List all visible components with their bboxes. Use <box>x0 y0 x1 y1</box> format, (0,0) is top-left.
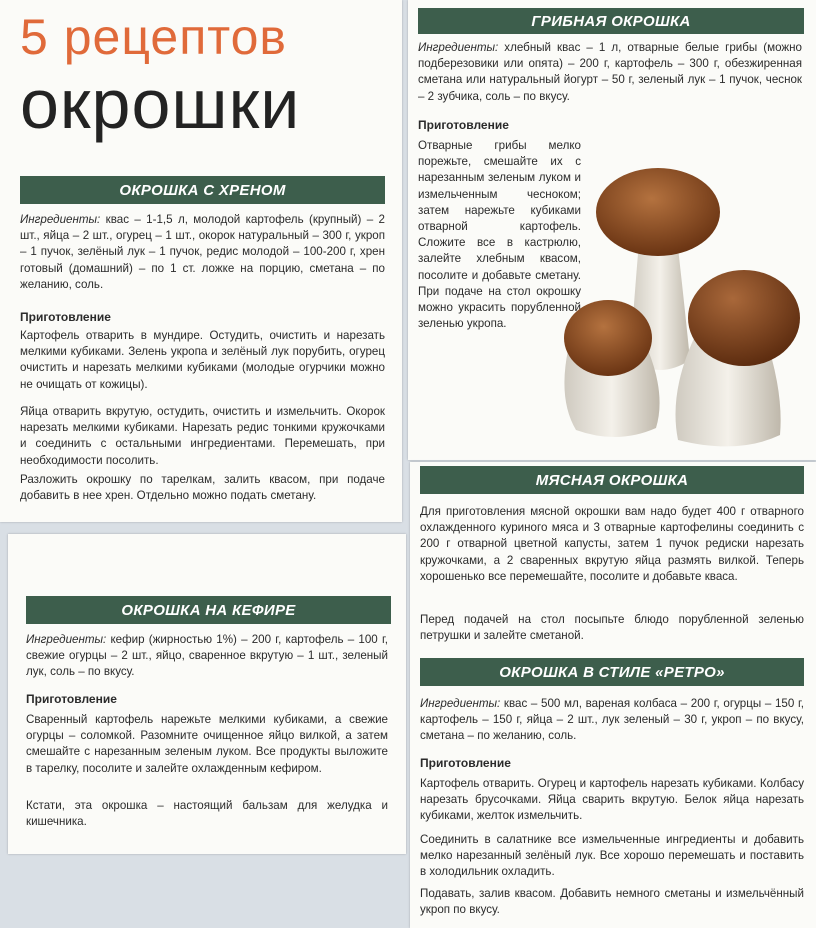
prep-label-mushroom: Приготовление <box>418 118 509 132</box>
ingredients-label: Ингредиенты: <box>20 213 101 226</box>
ingredients-text: квас – 500 мл, вареная колбаса – 200 г, огурцы – 150 г, картофель – 150 г, яйца – 2 шт., лук зеленый – 30 г, укроп – по вкусу, сметана – по желанию, соль. <box>420 697 804 743</box>
clipping-horseradish <box>0 0 402 522</box>
ingredients-mushroom <box>418 40 802 105</box>
page-title-line1: 5 рецептов <box>20 9 287 65</box>
clipping-kefir <box>8 534 406 854</box>
mushrooms-image <box>548 150 810 450</box>
ingredients-text: квас – 1-1,5 л, молодой картофель (крупный) – 2 шт., яйца – 2 шт., огурец – 1 шт., окорок натуральный – 300 г, укроп – 1 пучок, зелёный лук – 1 пучок, редис молодой – 100-200 г, хрен готовый (домашний) – по 1 ст. ложке на порцию, сметана – по желанию, соль. <box>20 213 385 291</box>
ingredients-horseradish <box>20 212 385 293</box>
step-retro-1: Картофель отварить. Огурец и картофель нарезать кубиками. Колбасу нарезать брусочками. Яйца сварить вкрутую. Белок яйца нарезать кубиками, желток измельчить. <box>420 777 804 823</box>
clipping-meat-retro <box>410 462 816 928</box>
prep-label-retro: Приготовление <box>420 756 511 770</box>
mushroom-cap-left <box>564 300 652 376</box>
ingredients-label: Ингредиенты: <box>418 41 499 54</box>
recipe-title-meat: МЯСНАЯ ОКРОШКА <box>420 466 804 494</box>
recipe-title-horseradish: ОКРОШКА С ХРЕНОМ <box>20 176 385 204</box>
recipe-title-kefir: ОКРОШКА НА КЕФИРЕ <box>26 596 391 624</box>
step-mushroom-1: Отварные грибы мелко порежьте, смешайте их с нарезанным зеленым луком и измельченным чесноком; затем нарежьте кубиками отварной картофель. Сложите все в кастрюлю, залейте хлебным квасом, посолите и добавьте сметану. При подаче на стол окрошку можно украсить порубленной зеленью укропа. <box>418 139 581 331</box>
step-horseradish-1: Картофель отварить в мундире. Остудить, очистить и нарезать мелкими кубиками. Зелень укропа и зелёный лук порубить, огурец очистить и нарезать мелкими кубиками (молодые огурчики можно не очищать от кожицы). <box>20 329 385 391</box>
prep-label-kefir: Приготовление <box>26 692 117 706</box>
step-meat-2: Перед подачей на стол посыпьте блюдо порубленной зеленью петрушки и залейте сметаной. <box>420 613 804 643</box>
page-title-line2: окрошки <box>20 65 301 143</box>
ingredients-text: хлебный квас – 1 л, отварные белые грибы (можно подберезовики или опята) – 200 г, картофель – 300 г, обезжиренная сметана или натуральный йогурт – 50 г, зеленый лук – 1 пучок, чеснок – 2 зубчика, соль – по вкусу. <box>418 41 802 103</box>
prep-label-horseradish: Приготовление <box>20 310 111 324</box>
step-meat-1: Для приготовления мясной окрошки вам надо будет 400 г отварного охлажденного куриного мяса и 3 отварные картофелины соединить с 200 г отварной цветной капусты, затем 1 пучок редиски нарезать кружочками, а 2 сваренных вкрутую яйца размять вилкой. Теперь хорошенько все перемешайте, посолите и добавьте кваса. <box>420 505 804 583</box>
ingredients-label: Ингредиенты: <box>420 697 501 710</box>
step-retro-3: Подавать, залив квасом. Добавить немного сметаны и измельчённый укроп по вкусу. <box>420 887 804 917</box>
step-horseradish-2: Яйца отварить вкрутую, остудить, очистить и измельчить. Окорок нарезать мелкими кубиками. Нарезать редис тонкими кружочками и соединить с остальными ингредиентами. Перемешать, при необходимости посолить. <box>20 405 385 467</box>
recipe-title-retro: ОКРОШКА В СТИЛЕ «РЕТРО» <box>420 658 804 686</box>
step-retro-2: Соединить в салатнике все измельченные ингредиенты и добавить мелко нарезанный зелёный лук. Все хорошо перемешать и поставить в холодильник охладить. <box>420 833 804 879</box>
ingredients-label: Ингредиенты: <box>26 633 107 646</box>
ingredients-retro <box>420 696 804 745</box>
ingredients-kefir <box>26 632 388 681</box>
step-kefir-2: Кстати, эта окрошка – настоящий бальзам для желудка и кишечника. <box>26 799 388 829</box>
step-kefir-1: Сваренный картофель нарежьте мелкими кубиками, а свежие огурцы – соломкой. Разомните очищенное яйцо вилкой, а затем смешайте с нарезанным зеленым луком. Все продукты выложите в тарелку, посолите и залейте охлажденным кефиром. <box>26 713 388 775</box>
recipe-title-mushroom: ГРИБНАЯ ОКРОШКА <box>418 8 804 34</box>
mushroom-cap-back <box>596 168 720 256</box>
mushroom-cap-right <box>688 270 800 366</box>
step-horseradish-3: Разложить окрошку по тарелкам, залить квасом, при подаче добавить в нее хрен. Отдельно можно подать сметану. <box>20 473 385 503</box>
clipping-mushroom <box>408 0 816 460</box>
ingredients-text: кефир (жирностью 1%) – 200 г, картофель – 100 г, свежие огурцы – 2 шт., яйцо, сваренное вкрутую – 1 шт., зеленый лук, соль – по вкусу. <box>26 633 388 679</box>
